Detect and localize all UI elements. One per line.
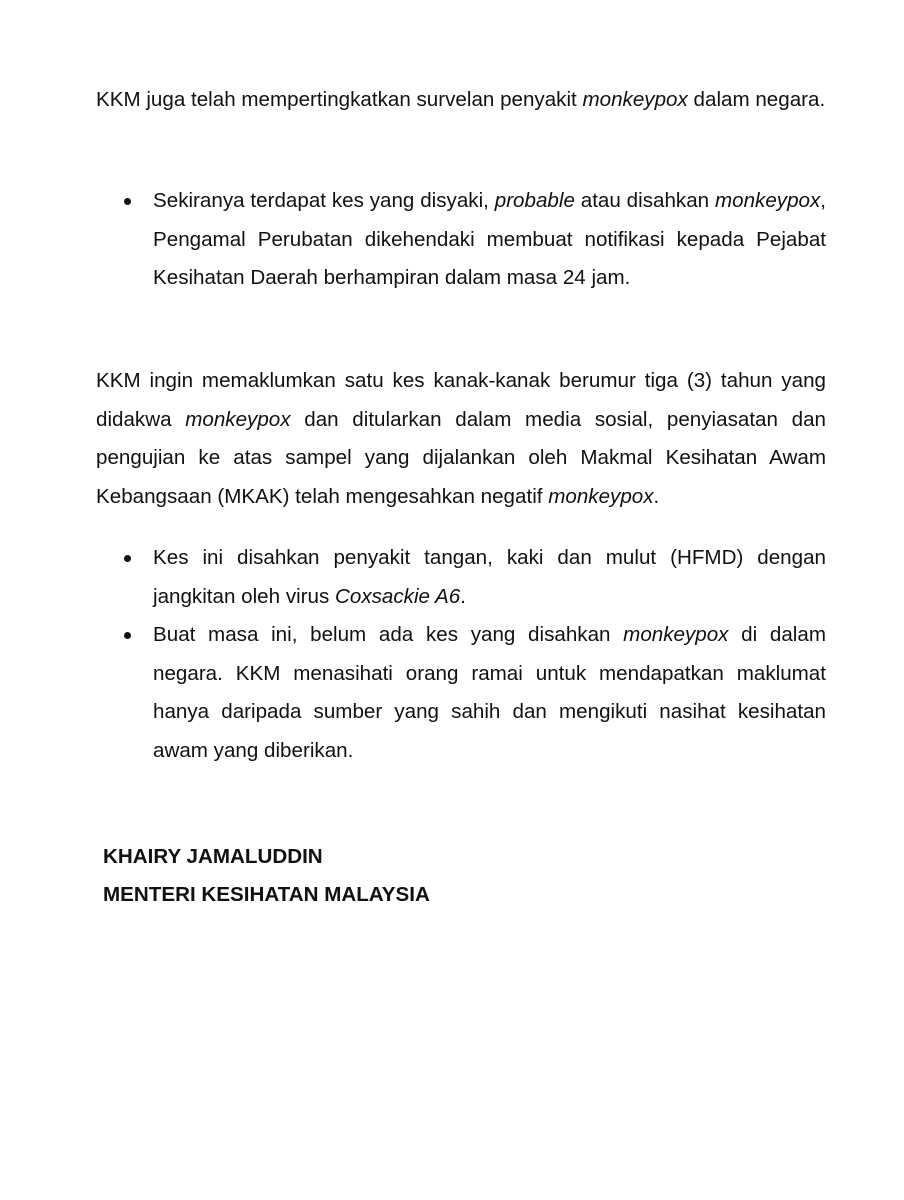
bullet-text: atau disahkan — [574, 189, 715, 212]
paragraph-italic-term: monkeypox — [548, 484, 654, 508]
paragraph-italic-term: monkeypox — [185, 407, 291, 431]
paragraph-text: KKM ingin memaklumkan satu kes kanak-kanak berumur tiga (3) tahun yang didakwa — [96, 369, 826, 431]
paragraph-text: KKM juga telah mempertingkatkan survelan penyakit — [96, 88, 583, 111]
bullet-icon — [124, 198, 131, 205]
bullet-list-findings — [96, 539, 826, 770]
bullet-text: di dalam negara. KKM menasihati orang ramai untuk mendapatkan maklumat hanya daripada sumber yang sahih dan mengikuti nasihat kesihatan awam yang diberikan. — [153, 623, 826, 762]
bullet-text: Buat masa ini, belum ada kes yang disahkan — [153, 623, 624, 646]
paragraph-surveillance — [96, 81, 826, 120]
paragraph-case-report — [96, 362, 826, 516]
signatory-title: MENTERI KESIHATAN MALAYSIA — [103, 883, 430, 906]
paragraph-text: . — [653, 484, 660, 508]
bullet-text: Kes ini disahkan penyakit tangan, kaki dan mulut (HFMD) dengan jangkitan oleh virus — [153, 546, 826, 608]
bullet-italic-term: probable — [494, 189, 575, 212]
list-item — [96, 182, 826, 298]
paragraph-italic-term: monkeypox — [582, 88, 688, 111]
bullet-text: . — [460, 584, 466, 608]
list-item — [96, 539, 826, 616]
paragraph-text: dalam negara. — [687, 88, 826, 111]
bullet-italic-term: monkeypox — [714, 189, 821, 212]
bullet-list-notification — [96, 182, 826, 298]
bullet-italic-term: Coxsackie A6 — [335, 584, 461, 608]
bullet-text: , Pengamal Perubatan dikehendaki membuat notifikasi kepada Pejabat Kesihatan Daerah berhampiran dalam masa 24 jam. — [153, 189, 827, 289]
bullet-text: Sekiranya terdapat kes yang disyaki, — [153, 189, 495, 212]
signatory-name: KHAIRY JAMALUDDIN — [103, 845, 323, 868]
bullet-icon — [124, 632, 131, 639]
bullet-icon — [124, 555, 131, 562]
signature-block — [103, 838, 430, 914]
bullet-italic-term: monkeypox — [623, 623, 729, 646]
paragraph-text: dan ditularkan dalam media sosial, penyiasatan dan pengujian ke atas sampel yang dijalankan oleh Makmal Kesihatan Awam Kebangsaan (MKAK) telah mengesahkan negatif — [96, 407, 826, 508]
list-item — [96, 616, 826, 770]
